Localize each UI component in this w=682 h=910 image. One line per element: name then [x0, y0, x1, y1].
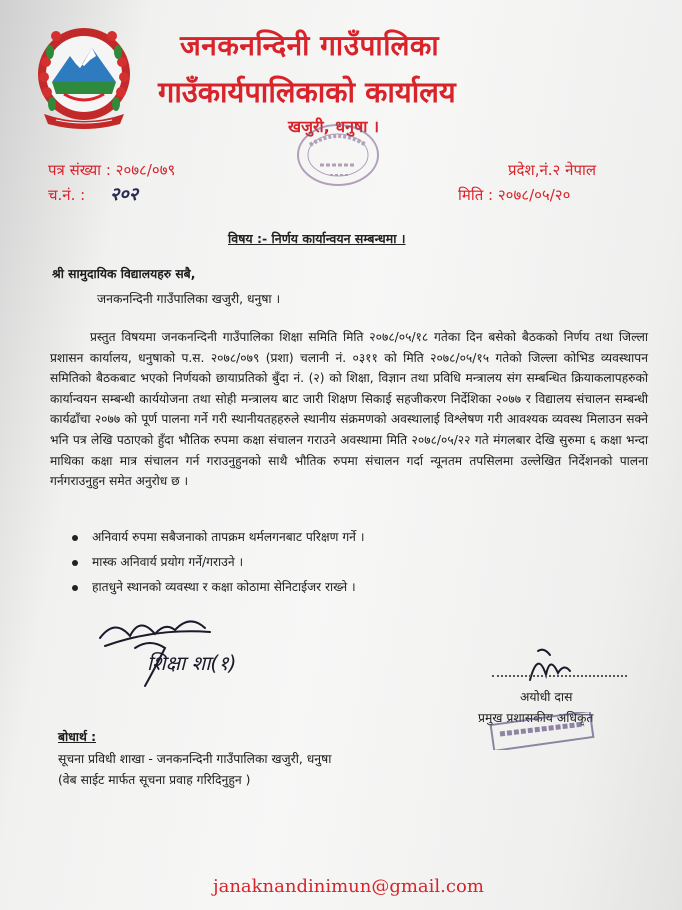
recipient-line1: श्री सामुदायिक विद्यालयहरु सबै, — [52, 267, 196, 281]
cc-line2: (वेब साईट मार्फत सूचना प्रवाह गरिदिनुहुन ) — [58, 773, 251, 787]
signatory-name: अयोधी दास — [520, 690, 573, 704]
signature-dotted-line — [492, 675, 627, 677]
list-item — [72, 528, 364, 553]
bullet-icon — [72, 535, 78, 541]
signatory-designation: प्रमुख प्रशासकीय अधिकृत — [478, 711, 594, 725]
dispatch-number-value: २०२ — [110, 184, 139, 205]
letter-number: पत्र संख्या : २०७८/०७९ — [48, 161, 176, 179]
dispatch-number-handwritten — [110, 182, 138, 206]
left-signature-icon — [95, 608, 275, 693]
office-stamp-icon — [280, 115, 390, 190]
bullet-icon — [72, 585, 78, 591]
footer-email: janaknandinimun@gmail.com — [213, 876, 484, 897]
list-item-text: मास्क अनिवार्य प्रयोग गर्ने/गराउने । — [92, 555, 244, 569]
cc-line1: सूचना प्रविधी शाखा - जनकनन्दिनी गाउँपालिका खजुरी, धनुषा — [58, 752, 332, 766]
office-name: गाउँकार्यपालिकाको कार्यालय — [158, 75, 456, 109]
letter-date: मिति : २०७८/०५/२० — [458, 186, 571, 204]
designation-stamp-icon — [488, 712, 598, 750]
nepal-emblem-icon — [34, 22, 134, 132]
province-label: प्रदेश,नं.२ नेपाल — [508, 161, 597, 179]
list-item-text: हातधुने स्थानको व्यवस्था र कक्षा कोठामा सेनिटाईजर राख्ने । — [92, 580, 356, 594]
list-item — [72, 578, 364, 603]
bullet-icon — [72, 560, 78, 566]
office-address: खजुरी, धनुषा । — [288, 117, 380, 136]
list-item-text: अनिवार्य रुपमा सबैजनाको तापक्रम थर्मलगनबाट परिक्षण गर्ने । — [92, 530, 365, 544]
list-item — [72, 553, 364, 578]
instruction-list — [72, 528, 364, 603]
recipient-line2: जनकनन्दिनी गाउँपालिका खजुरी, धनुषा । — [97, 292, 281, 306]
dispatch-number-label: च.नं. : — [48, 186, 86, 204]
left-signature-text: शिक्षा शा(१) — [147, 651, 237, 675]
cc-label: बोधार्थ : — [58, 730, 97, 744]
org-name: जनकनन्दिनी गाउँपालिका — [180, 29, 440, 62]
subject-line: विषय :- निर्णय कार्यान्वयन सम्बन्धमा । — [228, 231, 406, 246]
body-paragraph: प्रस्तुत विषयमा जनकनन्दिनी गाउँपालिका शिक्षा समिति मिति २०७८/०५/१८ गतेका दिन बसेको बैठकको निर्णय तथा जिल्ला प्रशासन कार्यालय, धनुषाको प.स. २०७८/०७९ (प्रशा) चलानी नं. ०३११ को मिति २०७८/०५/१५ गतेको जिल्ला कोभिड व्यवस्थापन समितिको बैठकबाट भएको निर्णयको छायाप्रतिको बुँदा नं. (२) को शिक्षा, विज्ञान तथा प्रविधि मन्त्रालय संग सम्बन्धित क्रियाकलापहरुको कार्यान्वयन सम्बन्धी कार्ययोजना तथा सोही मन्त्रालय बाट जारी शिक्षण सिकाई सहजीकरण निर्देशिका २०७७ र विद्यालय संचालन सम्बन्धी कार्यढाँचा २०७७ को पूर्ण पालना गर्ने गरी स्थानीयतहहरुले स्थानीय संक्रमणको अवस्थालाई विश्लेषण गरी आवश्यक व्यवस्थ मिलाउन सक्ने भनि पत्र लेखि पठाएको हुँदा भौतिक रुपमा कक्षा संचालन गराउने अवस्थामा मिति २०७८/०५/२२ गते मंगलबार देखि सुरुमा ६ कक्षा भन्दा माथिका कक्षा मात्र संचालन गर्न गराउनुहुनको साथै भौतिक रुपमा संचालन गर्दा न्यूनतम तपसिलमा उल्लेखित निर्देशनको पालना गर्नगराउनुहुन समेत अनुरोध छ । — [50, 330, 648, 489]
